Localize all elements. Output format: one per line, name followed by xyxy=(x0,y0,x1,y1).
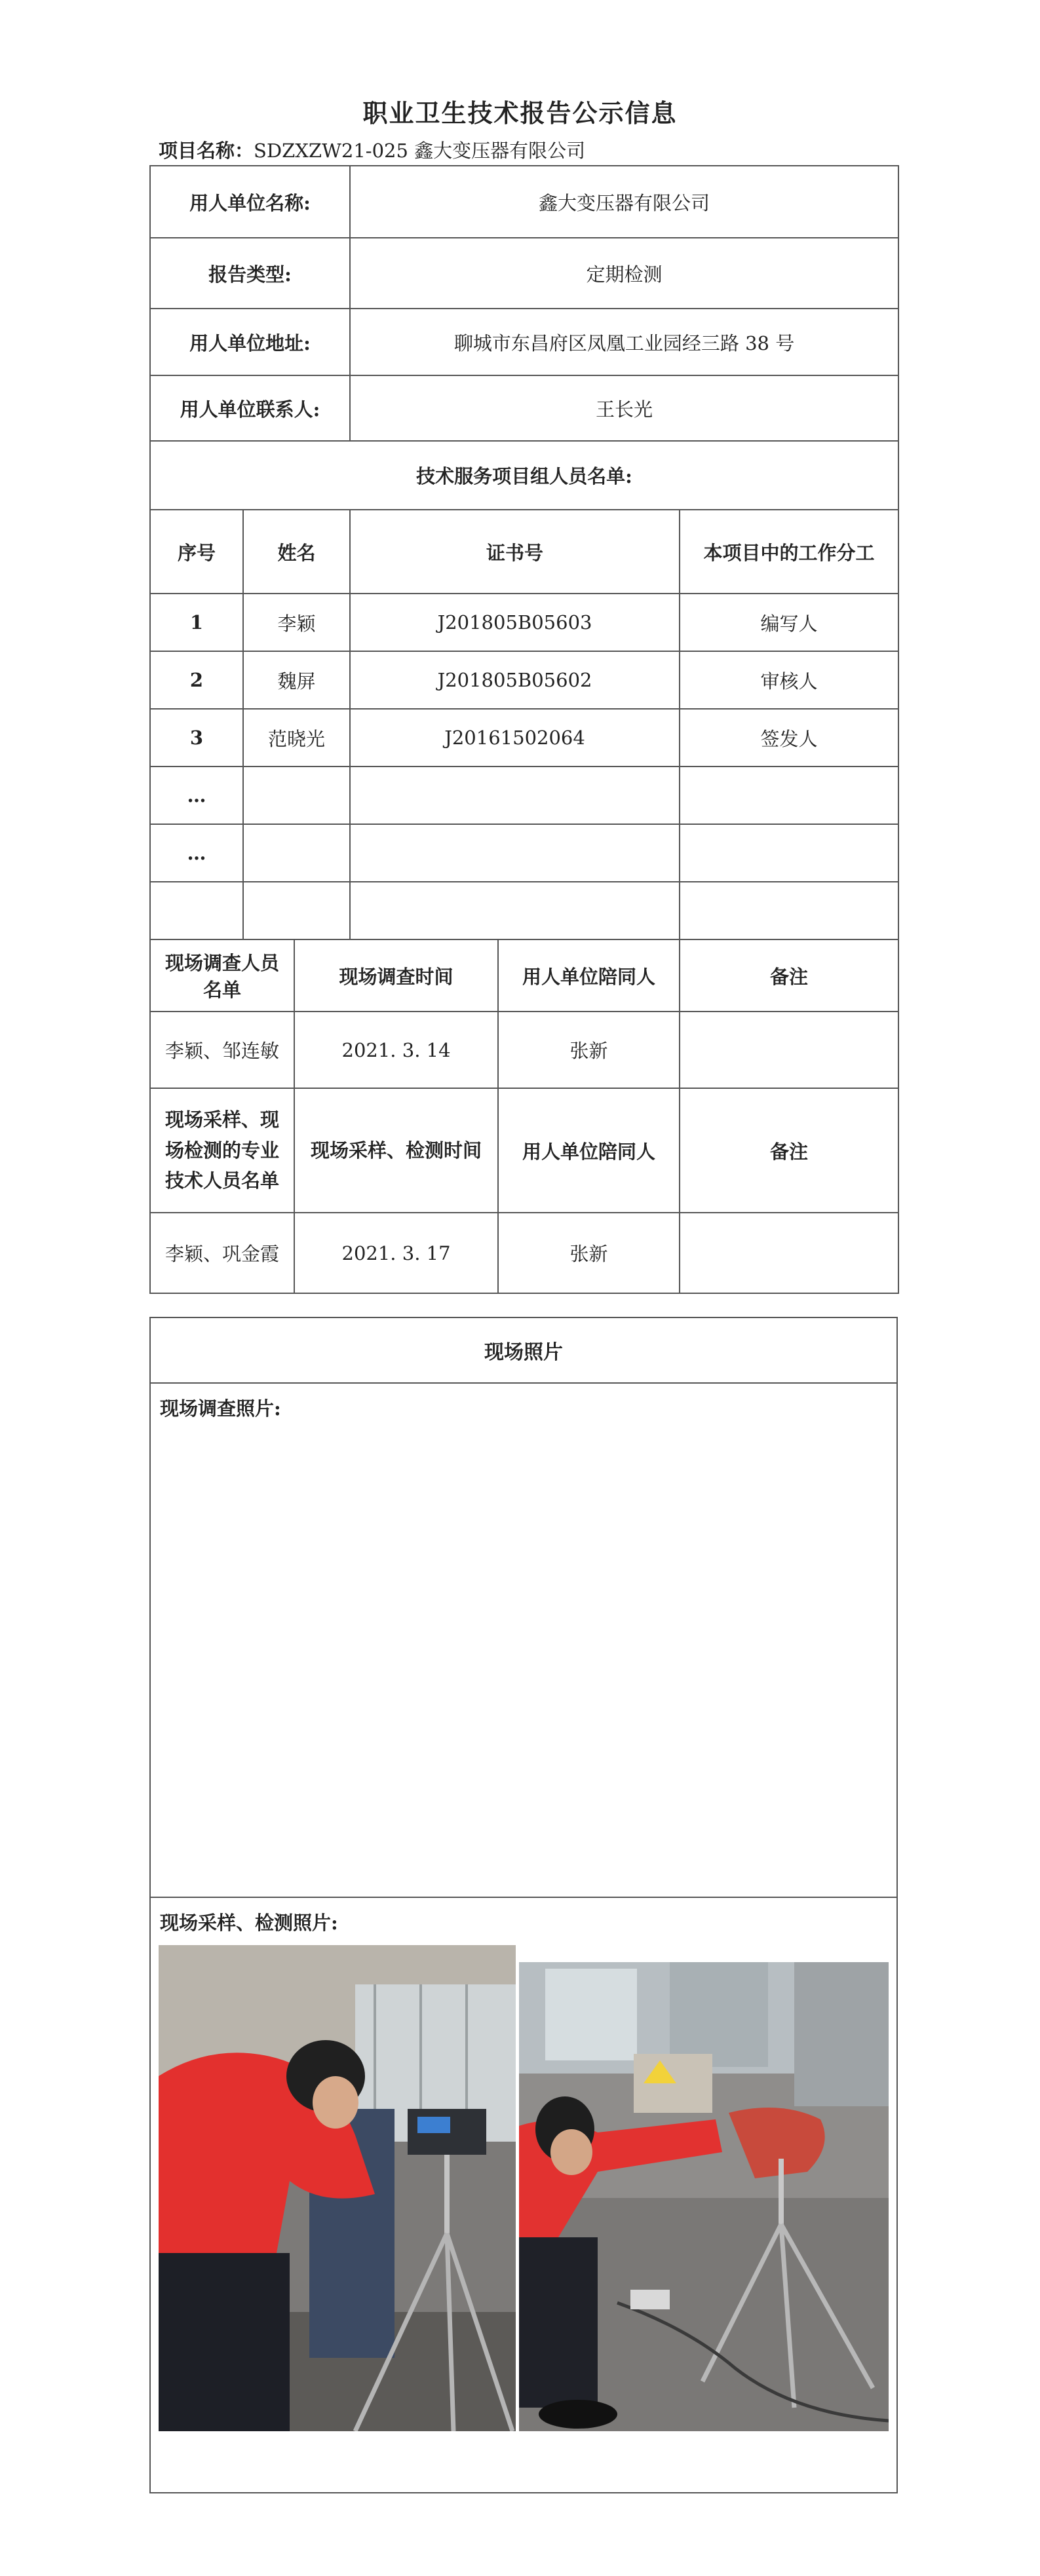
table-row xyxy=(150,594,898,651)
team-cell xyxy=(243,882,350,939)
team-cell: 编写人 xyxy=(680,594,898,651)
table-row xyxy=(150,651,898,709)
info-table xyxy=(149,165,899,1294)
team-cell: 审核人 xyxy=(680,651,898,709)
employer-row xyxy=(150,166,898,238)
survey-cell: 张新 xyxy=(498,1012,680,1088)
sampling-header-cell: 现场采样、检测时间 xyxy=(294,1088,498,1213)
sampling-cell: 李颖、巩金霞 xyxy=(150,1213,294,1293)
team-cell: 2 xyxy=(150,651,243,709)
survey-header-cell: 现场调查人员名单 xyxy=(150,939,294,1012)
team-cell: 李颖 xyxy=(243,594,350,651)
contact-label: 用人单位联系人: xyxy=(150,375,350,441)
team-cell: … xyxy=(150,824,243,882)
team-cell xyxy=(350,882,680,939)
report-type-value: 定期检测 xyxy=(350,238,898,309)
employer-label: 用人单位名称: xyxy=(150,166,350,238)
sampling-photo-2 xyxy=(519,1962,889,2431)
team-header-cell: 姓名 xyxy=(243,510,350,594)
report-type-label: 报告类型: xyxy=(150,238,350,309)
table-row xyxy=(150,767,898,824)
sampling-photo-1 xyxy=(159,1945,516,2431)
project-line xyxy=(159,136,585,163)
team-heading-row xyxy=(150,441,898,510)
sampling-photo-label: 现场采样、检测照片: xyxy=(160,1912,338,1934)
photo-section-heading: 现场照片 xyxy=(151,1318,896,1384)
survey-cell xyxy=(680,1012,898,1088)
team-cell xyxy=(680,767,898,824)
contact-value: 王长光 xyxy=(350,375,898,441)
sampling-cell: 张新 xyxy=(498,1213,680,1293)
team-cell xyxy=(680,882,898,939)
team-cell: J201805B05602 xyxy=(350,651,680,709)
team-cell xyxy=(150,882,243,939)
employer-value: 鑫大变压器有限公司 xyxy=(350,166,898,238)
address-row xyxy=(150,309,898,375)
address-value: 聊城市东昌府区凤凰工业园经三路 38 号 xyxy=(350,309,898,375)
survey-header-cell: 用人单位陪同人 xyxy=(498,939,680,1012)
team-cell: 1 xyxy=(150,594,243,651)
survey-cell: 李颖、邹连敏 xyxy=(150,1012,294,1088)
team-header-cell: 本项目中的工作分工 xyxy=(680,510,898,594)
team-header-row xyxy=(150,510,898,594)
team-cell xyxy=(350,767,680,824)
team-cell: 3 xyxy=(150,709,243,767)
sampling-header-row xyxy=(150,1088,898,1213)
project-value: SDZXZW21-025 鑫大变压器有限公司 xyxy=(254,140,586,162)
contact-row xyxy=(150,375,898,441)
sampling-photo-area xyxy=(151,1898,896,2492)
team-header-cell: 证书号 xyxy=(350,510,680,594)
survey-header-cell: 备注 xyxy=(680,939,898,1012)
sampling-cell: 2021. 3. 17 xyxy=(294,1213,498,1293)
team-cell: 范晓光 xyxy=(243,709,350,767)
sampling-row xyxy=(150,1213,898,1293)
page-title: 职业卫生技术报告公示信息 xyxy=(362,98,678,128)
survey-photo-label: 现场调查照片: xyxy=(160,1397,281,1420)
survey-row xyxy=(150,1012,898,1088)
team-cell xyxy=(680,824,898,882)
team-cell: 魏屏 xyxy=(243,651,350,709)
sampling-header-cell: 现场采样、现场检测的专业技术人员名单 xyxy=(150,1088,294,1213)
survey-photo-area xyxy=(151,1384,896,1898)
team-heading: 技术服务项目组人员名单: xyxy=(150,441,898,510)
sampling-header-cell: 备注 xyxy=(680,1088,898,1213)
sampling-header-cell: 用人单位陪同人 xyxy=(498,1088,680,1213)
team-cell: J20161502064 xyxy=(350,709,680,767)
team-cell xyxy=(243,767,350,824)
project-label: 项目名称： xyxy=(159,140,254,162)
survey-cell: 2021. 3. 14 xyxy=(294,1012,498,1088)
table-row xyxy=(150,709,898,767)
team-cell: … xyxy=(150,767,243,824)
team-cell: J201805B05603 xyxy=(350,594,680,651)
survey-header-cell: 现场调查时间 xyxy=(294,939,498,1012)
photo-section xyxy=(149,1317,898,2493)
sampling-cell xyxy=(680,1213,898,1293)
table-row xyxy=(150,882,898,939)
team-cell xyxy=(350,824,680,882)
address-label: 用人单位地址: xyxy=(150,309,350,375)
team-cell xyxy=(243,824,350,882)
team-cell: 签发人 xyxy=(680,709,898,767)
survey-header-row xyxy=(150,939,898,1012)
team-header-cell: 序号 xyxy=(150,510,243,594)
report-type-row xyxy=(150,238,898,309)
table-row xyxy=(150,824,898,882)
